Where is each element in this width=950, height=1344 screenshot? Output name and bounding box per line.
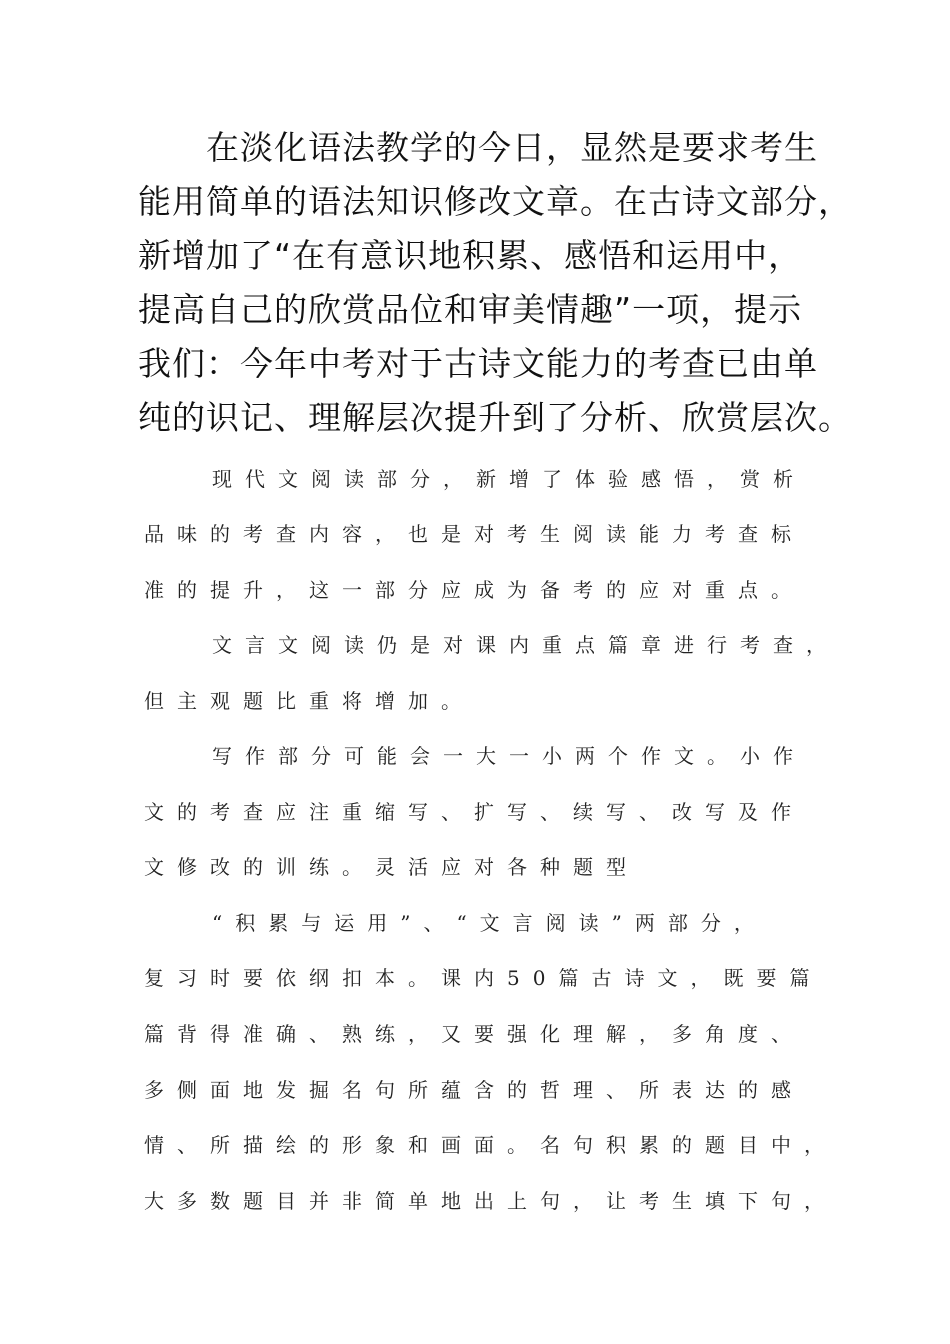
intro-line-1: 在淡化语法教学的今日，显然是要求考生 bbox=[206, 128, 818, 167]
body-line-13: 情、所描绘的形象和画面。名句积累的题目中， bbox=[144, 1133, 837, 1157]
body-line-3: 准的提升，这一部分应成为备考的应对重点。 bbox=[144, 578, 804, 602]
body-line-6: 写作部分可能会一大一小两个作文。小作 bbox=[212, 744, 806, 768]
body-line-2: 品味的考查内容，也是对考生阅读能力考查标 bbox=[144, 522, 804, 546]
body-line-4: 文言文阅读仍是对课内重点篇章进行考查， bbox=[212, 633, 839, 657]
body-line-10: 复习时要依纲扣本。课内50篇古诗文，既要篇 bbox=[144, 966, 823, 990]
intro-line-6: 纯的识记、理解层次提升到了分析、欣赏层次。 bbox=[138, 398, 852, 437]
body-line-1: 现代文阅读部分，新增了体验感悟，赏析 bbox=[212, 467, 806, 491]
body-line-5: 但主观题比重将增加。 bbox=[144, 689, 474, 713]
intro-line-2: 能用简单的语法知识修改文章。在古诗文部分， bbox=[138, 182, 852, 221]
intro-line-4: 提高自己的欣赏品位和审美情趣”一项，提示 bbox=[138, 290, 803, 329]
intro-line-5: 我们：今年中考对于古诗文能力的考查已由单 bbox=[138, 344, 818, 383]
body-line-11: 篇背得准确、熟练，又要强化理解，多角度、 bbox=[144, 1022, 804, 1046]
intro-line-3: 新增加了“在有意识地积累、感悟和运用中， bbox=[138, 236, 803, 275]
body-line-9: “积累与运用”、“文言阅读”两部分， bbox=[212, 911, 767, 935]
body-line-12: 多侧面地发掘名句所蕴含的哲理、所表达的感 bbox=[144, 1078, 804, 1102]
body-line-14: 大多数题目并非简单地出上句，让考生填下句， bbox=[144, 1189, 837, 1213]
body-line-8: 文修改的训练。灵活应对各种题型 bbox=[144, 855, 639, 879]
body-line-7: 文的考查应注重缩写、扩写、续写、改写及作 bbox=[144, 800, 804, 824]
